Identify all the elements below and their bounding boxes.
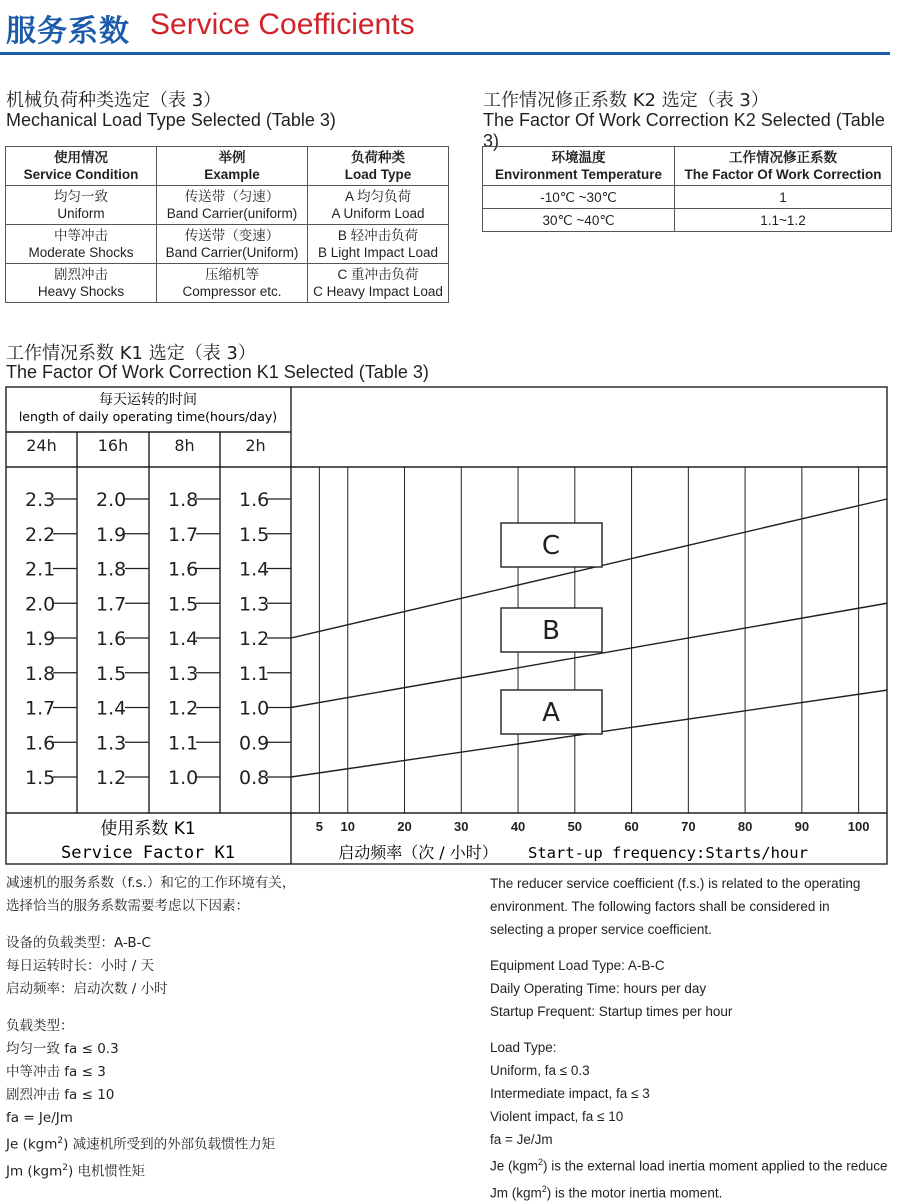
y-tick-label: 2.0 — [25, 593, 55, 615]
note-line: The reducer service coefficient (f.s.) is related to the operating — [490, 872, 894, 895]
table-cell: 传送带（变速） Band Carrier(Uniform) — [157, 225, 308, 264]
y-tick-label: 1.8 — [96, 559, 126, 581]
y-tick-label: 1.7 — [96, 593, 126, 615]
table-row — [6, 225, 449, 264]
table-header-cell: 工作情况修正系数 The Factor Of Work Correction — [675, 147, 892, 186]
column-header: 16h — [98, 436, 129, 455]
note-line: 启动频率：启动次数 / 小时 — [6, 978, 476, 1001]
note-line: 中等冲击 fa ≤ 3 — [6, 1061, 476, 1084]
y-tick-label: 2.2 — [25, 524, 55, 546]
note-line: Load Type: — [490, 1036, 894, 1059]
table-row — [483, 186, 892, 209]
notes-en — [490, 872, 894, 1187]
x-tick-label: 10 — [341, 819, 355, 834]
table-cell: C 重冲击负荷 C Heavy Impact Load — [308, 264, 449, 303]
table-cell: B 轻冲击负荷 B Light Impact Load — [308, 225, 449, 264]
y-tick-label: 1.4 — [96, 698, 126, 720]
note-line: 设备的负载类型：A-B-C — [6, 932, 476, 955]
series-label: A — [542, 698, 560, 728]
x-tick-label: 20 — [397, 819, 411, 834]
table-row — [6, 264, 449, 303]
series-label: C — [542, 531, 560, 561]
y-tick-label: 1.1 — [239, 663, 269, 685]
table-cell: 均匀一致 Uniform — [6, 186, 157, 225]
x-axis-label-en: Start-up frequency:Starts/hour — [528, 844, 808, 862]
y-tick-label: 2.3 — [25, 489, 55, 511]
y-tick-label: 1.2 — [239, 628, 269, 650]
column-header: 8h — [174, 436, 194, 455]
service-factor-cn: 使用系数 K1 — [100, 819, 195, 839]
series-label: B — [542, 616, 560, 646]
hours-label-cn: 每天运转的时间 — [99, 392, 197, 408]
y-tick-label: 1.5 — [168, 593, 198, 615]
y-tick-label: 1.6 — [239, 489, 269, 511]
note-line: Je (kgm$^2$) is the external load inertia moment applied to the reduce — [490, 1151, 894, 1178]
load-type-table — [5, 146, 449, 303]
note-line: Intermediate impact, fa ≤ 3 — [490, 1082, 894, 1105]
note-line: Jm (kgm$^2$) 电机惯性矩 — [6, 1157, 476, 1184]
table-row — [6, 186, 449, 225]
table-cell: 1.1~1.2 — [675, 209, 892, 232]
note-line: Violent impact, fa ≤ 10 — [490, 1105, 894, 1128]
column-header: 24h — [26, 436, 57, 455]
y-tick-label: 1.8 — [25, 663, 55, 685]
page-title-cn: 服务系数 — [6, 6, 130, 50]
y-tick-label: 1.2 — [168, 698, 198, 720]
column-header: 2h — [245, 436, 265, 455]
note-line: Daily Operating Time: hours per day — [490, 977, 894, 1000]
y-tick-label: 1.6 — [168, 559, 198, 581]
x-tick-label: 5 — [316, 819, 323, 834]
x-tick-label: 30 — [454, 819, 468, 834]
note-line: Startup Frequent: Startup times per hour — [490, 1000, 894, 1023]
k1-chart — [0, 380, 900, 870]
y-tick-label: 2.1 — [25, 559, 55, 581]
header-divider — [0, 52, 890, 55]
k2-table-title-en: The Factor Of Work Correction K2 Selected (Table 3) — [483, 110, 900, 152]
y-tick-label: 1.5 — [96, 663, 126, 685]
x-tick-label: 100 — [848, 819, 870, 834]
x-axis-label-cn: 启动频率（次 / 小时） — [338, 843, 498, 862]
y-tick-label: 1.0 — [168, 767, 198, 789]
x-tick-label: 60 — [624, 819, 638, 834]
table-cell: 压缩机等 Compressor etc. — [157, 264, 308, 303]
x-tick-label: 70 — [681, 819, 695, 834]
y-tick-label: 1.5 — [239, 524, 269, 546]
load-table-title-cn: 机械负荷种类选定（表 3） — [6, 86, 221, 112]
note-line: Uniform, fa ≤ 0.3 — [490, 1059, 894, 1082]
note-line: 每日运转时长：小时 / 天 — [6, 955, 476, 978]
note-line: 均匀一致 fa ≤ 0.3 — [6, 1038, 476, 1061]
note-line: fa = Je/Jm — [490, 1128, 894, 1151]
note-line: fa = Je/Jm — [6, 1107, 476, 1130]
y-tick-label: 1.9 — [25, 628, 55, 650]
y-tick-label: 1.1 — [168, 732, 198, 754]
table-header-row — [6, 147, 449, 186]
note-line: Jm (kgm$^2$) is the motor inertia moment. — [490, 1178, 894, 1204]
load-table-title-en: Mechanical Load Type Selected (Table 3) — [6, 110, 336, 131]
table-cell: A 均匀负荷 A Uniform Load — [308, 186, 449, 225]
note-line: 剧烈冲击 fa ≤ 10 — [6, 1084, 476, 1107]
note-line: Je (kgm$^2$) 减速机所受到的外部负载惯性力矩 — [6, 1130, 476, 1157]
k1-title-en: The Factor Of Work Correction K1 Selected (Table 3) — [6, 362, 429, 383]
x-tick-label: 90 — [795, 819, 809, 834]
y-tick-label: 1.4 — [239, 559, 269, 581]
note-line: 选择恰当的服务系数需要考虑以下因素： — [6, 895, 476, 918]
y-tick-label: 1.0 — [239, 698, 269, 720]
table-cell: 传送带（匀速） Band Carrier(uniform) — [157, 186, 308, 225]
y-tick-label: 1.3 — [168, 663, 198, 685]
note-line: selecting a proper service coefficient. — [490, 918, 894, 941]
service-factor-en: Service Factor K1 — [61, 843, 235, 863]
y-tick-label: 1.7 — [25, 698, 55, 720]
note-line: 减速机的服务系数（f.s.）和它的工作环境有关， — [6, 872, 476, 895]
table-cell: 30℃ ~40℃ — [483, 209, 675, 232]
y-tick-label: 1.2 — [96, 767, 126, 789]
page-title-en: Service Coefficients — [150, 8, 415, 42]
y-tick-label: 1.3 — [96, 732, 126, 754]
y-tick-label: 1.7 — [168, 524, 198, 546]
table-cell: 中等冲击 Moderate Shocks — [6, 225, 157, 264]
y-tick-label: 0.9 — [239, 732, 269, 754]
y-tick-label: 1.5 — [25, 767, 55, 789]
table-header-cell: 使用情况 Service Condition — [6, 147, 157, 186]
k2-table-title-cn: 工作情况修正系数 K2 选定（表 3） — [483, 86, 769, 112]
notes-cn — [6, 872, 476, 1183]
table-header-cell: 举例 Example — [157, 147, 308, 186]
y-tick-label: 1.3 — [239, 593, 269, 615]
y-tick-label: 2.0 — [96, 489, 126, 511]
x-tick-label: 40 — [511, 819, 525, 834]
note-line: Equipment Load Type: A-B-C — [490, 954, 894, 977]
table-cell: -10℃ ~30℃ — [483, 186, 675, 209]
y-tick-label: 1.9 — [96, 524, 126, 546]
k2-table — [482, 146, 892, 232]
table-header-row — [483, 147, 892, 186]
table-cell: 1 — [675, 186, 892, 209]
x-tick-label: 80 — [738, 819, 752, 834]
table-header-cell: 负荷种类 Load Type — [308, 147, 449, 186]
table-row — [483, 209, 892, 232]
y-tick-label: 1.8 — [168, 489, 198, 511]
note-line: 负载类型： — [6, 1015, 476, 1038]
k1-title-cn: 工作情况系数 K1 选定（表 3） — [6, 339, 256, 365]
y-tick-label: 1.6 — [96, 628, 126, 650]
table-header-cell: 环境温度 Environment Temperature — [483, 147, 675, 186]
x-tick-label: 50 — [568, 819, 582, 834]
table-cell: 剧烈冲击 Heavy Shocks — [6, 264, 157, 303]
y-tick-label: 1.6 — [25, 732, 55, 754]
note-line: environment. The following factors shall be considered in — [490, 895, 894, 918]
y-tick-label: 1.4 — [168, 628, 198, 650]
y-tick-label: 0.8 — [239, 767, 269, 789]
hours-label-en: length of daily operating time(hours/day) — [19, 409, 277, 424]
